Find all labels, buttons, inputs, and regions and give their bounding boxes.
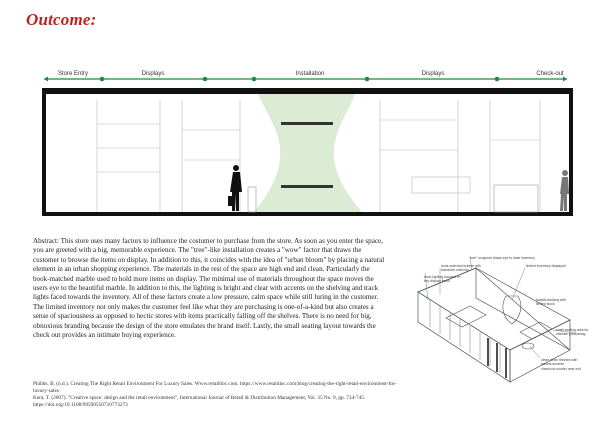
axon-counters [446, 306, 552, 349]
reference-item: Kent, T. (2007). "Creative space: design and the retail environment", International Journal of Retail & Distribution Management, Vol. 35 No. 9, pp. 734-745. https://doi.org/10.1108/09590550710773273 [33, 395, 366, 408]
axon-callout-leaders [425, 258, 575, 358]
axon-note: "tree" sculpture draws eye to back inventory [469, 256, 535, 260]
axon-note: book-matched marble with wardrobe shelving [441, 264, 481, 273]
timeline-label-checkout: Check-out [536, 71, 564, 77]
timeline-label-installation: Installation [295, 71, 325, 77]
page-title: Outcome: [26, 10, 97, 29]
axon-note: checkout counter near exit [541, 367, 581, 371]
reference-item: Phibbs, B. (n.d.). Creating The Right Retail Environment For Luxury Sales. Www.retaildoc.com. https://www.retaildoc.com/blog/creating-the-right-retail-environment-for-luxury-sales [33, 381, 397, 394]
axon-note: track lighting focused on key display items [424, 275, 461, 284]
axon-note: clean white finishes with natural accents [541, 358, 578, 367]
axon-note: limited inventory displayed [526, 264, 566, 268]
timeline-label-displays: Displays [141, 71, 165, 77]
axon-tree-sculpture [503, 296, 521, 324]
timeline-label-store-entry: Store Entry [57, 71, 89, 77]
abstract-paragraph: Abstract: This store uses many factors to influence the costumer to purchase from the store. As soon as you enter the space, you are greeted with a big, memorable experience. The "tree"-like installation creates a "wow" factor that draws the customer to browse the items on display. In addition to this, it coincides with the idea of "urban bloom" by placing a natural element in an urban shopping experience. The materials in the rest of the space are high end and clean. Particularly the book-matched marble used to hold more items on display. The minimal use of materials throughout the space moves the users eye to the beautiful marble. In addition to this, the lighting is bright and clear with accents on the shelving and track lights faced towards the inventory. All of these factors create a low pressure, calm space while still luring in the customer. The limited inventory not only makes the customer feel like what they are purchasing is one-of-a-kind but also creates a sense of spaciousness as opposed to hectic stores with items practically falling off the shelves. There is no need for big, obnoxious branding because the design of the store emulates the brand itself. Lastly, the small seating layout towards the check out provides an intimate buying experience. [33, 237, 385, 340]
axon-note: backlit shelving with limited stock [536, 298, 566, 307]
timeline-label-displays-2: Displays [421, 71, 445, 77]
axon-dark-panels [488, 338, 506, 378]
axon-note: small seating area for intimate purchasing [556, 328, 589, 337]
